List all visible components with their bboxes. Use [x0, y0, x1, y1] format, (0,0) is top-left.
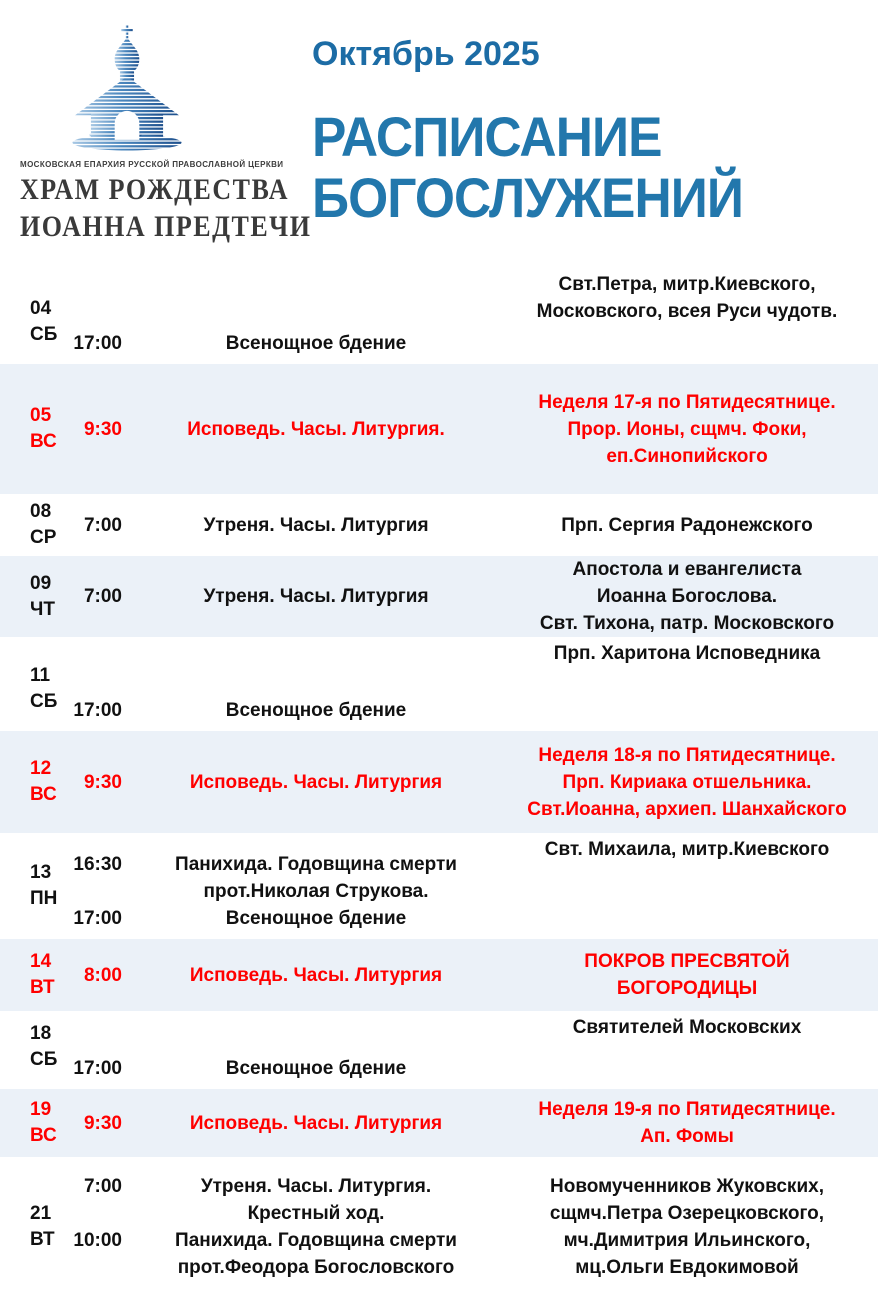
feast-line: мч.Димитрия Ильинского,: [563, 1230, 811, 1251]
service-name: [122, 905, 510, 932]
feast-cell: [510, 389, 864, 470]
service-name: [122, 769, 510, 796]
services-cell: [68, 1055, 510, 1089]
schedule-row-19: [0, 1089, 878, 1157]
service-line: Всенощное бдение: [225, 1058, 407, 1079]
service-line: Утреня. Часы. Литургия: [203, 514, 429, 536]
day-cell: [30, 296, 68, 364]
day-cell: [30, 949, 68, 1001]
feast-line: Московского, всея Руси чудотв.: [536, 301, 838, 322]
day-number: 11: [30, 665, 51, 686]
day-cell: [30, 756, 68, 808]
service-time: 17:00: [73, 1058, 122, 1079]
schedule-row-14: [0, 939, 878, 1011]
service-time: 17:00: [73, 908, 122, 929]
service-name: [122, 512, 510, 539]
service-line: Утреня. Часы. Литургия: [203, 586, 429, 607]
service-name: [122, 1227, 510, 1281]
schedule-row-11: [0, 637, 878, 731]
day-number: 12: [30, 758, 52, 779]
month-title: Октябрь 2025: [312, 35, 540, 73]
day-number: 21: [30, 1203, 52, 1224]
service-line: Утреня. Часы. Литургия.: [200, 1176, 432, 1197]
church-name-line2: ИОАННА ПРЕДТЕЧИ: [20, 210, 312, 243]
service-entry: [68, 416, 510, 443]
day-cell: [30, 663, 68, 731]
feast-line: БОГОРОДИЦЫ: [616, 978, 758, 999]
service-name: [122, 1055, 510, 1082]
feast-line: Новомученников Жуковских,: [550, 1176, 824, 1197]
church-icon: [61, 22, 193, 154]
feast-line: мц.Ольги Евдокимовой: [575, 1257, 799, 1278]
church-name: [20, 171, 312, 245]
schedule-row-09: [0, 556, 878, 637]
service-entry: [68, 962, 510, 989]
services-cell: [68, 583, 510, 610]
service-name: [122, 962, 510, 989]
weekday-label: ВТ: [30, 977, 55, 998]
schedule-table: [0, 268, 878, 1297]
weekday-label: ВС: [30, 1125, 57, 1146]
day-number: 13: [30, 862, 52, 883]
feast-line: Свт.Петра, митр.Киевского,: [558, 274, 816, 295]
feast-line: Свт.Иоанна, архиеп. Шанхайского: [527, 798, 847, 820]
day-number: 14: [30, 951, 52, 972]
weekday-label: ВТ: [30, 1229, 55, 1250]
weekday-label: СБ: [30, 691, 58, 712]
service-name: [122, 1173, 510, 1227]
service-entry: [68, 1110, 510, 1137]
feast-line: Святителей Московских: [572, 1017, 802, 1038]
weekday-label: СР: [30, 527, 57, 548]
feast-line: Неделя 17-я по Пятидесятнице.: [538, 391, 836, 413]
feast-cell: [510, 268, 864, 325]
weekday-label: ЧТ: [30, 598, 55, 620]
schedule-row-08: [0, 494, 878, 556]
service-name: [122, 583, 510, 610]
day-cell: [30, 499, 68, 551]
service-time: 9:30: [83, 1112, 122, 1134]
schedule-row-13: [0, 833, 878, 939]
service-line: Всенощное бдение: [225, 700, 407, 721]
service-entry: [68, 905, 510, 932]
feast-cell: [510, 512, 864, 539]
day-cell: [30, 403, 68, 455]
day-number: 09: [30, 572, 52, 594]
service-line: Всенощное бдение: [225, 908, 407, 929]
feast-line: Прп. Харитона Исповедника: [553, 643, 821, 664]
service-name: [122, 416, 510, 443]
day-cell: [30, 1097, 68, 1149]
services-cell: [68, 769, 510, 796]
services-cell: [68, 330, 510, 364]
feast-cell: [510, 1096, 864, 1150]
service-name: [122, 1110, 510, 1137]
church-name-line1: ХРАМ РОЖДЕСТВА: [20, 173, 289, 206]
feast-line: Иоанна Богослова.: [596, 586, 778, 607]
service-line: Всенощное бдение: [225, 333, 407, 354]
feast-line: еп.Синопийского: [606, 445, 768, 467]
schedule-row-12: [0, 731, 878, 833]
service-entry: [68, 1173, 510, 1227]
feast-cell: [510, 742, 864, 823]
church-logo: [20, 22, 312, 243]
page-title: [312, 106, 743, 228]
service-line: прот.Феодора Богословского: [177, 1257, 455, 1278]
feast-line: Свт. Тихона, патр. Московского: [539, 613, 835, 634]
service-time: 9:30: [83, 771, 122, 793]
service-entry: [68, 512, 510, 539]
feast-cell: [510, 1011, 864, 1041]
feast-cell: [510, 948, 864, 1002]
service-entry: [68, 583, 510, 610]
feast-cell: [510, 637, 864, 667]
service-time: 17:00: [73, 333, 122, 354]
services-cell: [68, 697, 510, 731]
feast-line: сщмч.Петра Озерецковского,: [549, 1203, 825, 1224]
feast-line: Прп. Кириака отшельника.: [562, 771, 812, 793]
schedule-row-04: [0, 268, 878, 364]
service-time: 10:00: [73, 1230, 122, 1251]
services-cell: [68, 962, 510, 989]
service-entry: [68, 697, 510, 724]
page-header: [312, 34, 780, 228]
eparchy-line: МОСКОВСКАЯ ЕПАРХИЯ РУССКОЙ ПРАВОСЛАВНОЙ ЦЕРКВИ: [20, 160, 284, 169]
schedule-row-18: [0, 1011, 878, 1089]
feast-cell: [510, 833, 864, 863]
feast-line: Неделя 18-я по Пятидесятнице.: [538, 744, 836, 766]
service-time: 9:30: [83, 418, 122, 440]
page-title-line2: БОГОСЛУЖЕНИЙ: [312, 166, 743, 229]
service-time: 7:00: [83, 586, 122, 607]
day-number: 18: [30, 1023, 52, 1044]
service-line: Панихида. Годовщина смерти: [175, 1230, 457, 1251]
day-cell: [30, 571, 68, 623]
day-cell: [30, 1201, 68, 1253]
service-entry: [68, 1227, 510, 1281]
feast-line: Прор. Ионы, сщмч. Фоки,: [567, 418, 807, 440]
day-number: 19: [30, 1099, 52, 1120]
service-line: Исповедь. Часы. Литургия: [189, 1112, 443, 1134]
weekday-label: ПН: [30, 888, 58, 909]
service-line: Исповедь. Часы. Литургия.: [187, 418, 445, 440]
services-cell: [68, 1110, 510, 1137]
feast-line: Апостола и евангелиста: [572, 559, 802, 580]
service-time: 17:00: [73, 700, 122, 721]
service-entry: [68, 1055, 510, 1082]
service-time: 16:30: [73, 854, 122, 875]
service-line: Исповедь. Часы. Литургия: [189, 964, 443, 986]
feast-cell: [510, 1173, 864, 1281]
schedule-row-21: [0, 1157, 878, 1297]
feast-line: Ап. Фомы: [640, 1126, 734, 1147]
service-entry: [68, 851, 510, 905]
service-name: [122, 330, 510, 357]
weekday-label: ВС: [30, 784, 57, 805]
service-time: 7:00: [83, 514, 122, 536]
service-line: Исповедь. Часы. Литургия: [189, 771, 443, 793]
service-name: [122, 851, 510, 905]
service-time: 8:00: [83, 964, 122, 986]
services-cell: [68, 1173, 510, 1281]
day-cell: [30, 1021, 68, 1089]
weekday-label: СБ: [30, 1049, 58, 1070]
weekday-label: СБ: [30, 324, 58, 345]
service-entry: [68, 769, 510, 796]
feast-cell: [510, 556, 864, 637]
services-cell: [68, 851, 510, 939]
service-entry: [68, 330, 510, 357]
weekday-label: ВС: [30, 431, 57, 452]
feast-line: Свт. Михаила, митр.Киевского: [544, 839, 830, 860]
day-cell: [30, 860, 68, 912]
service-line: Панихида. Годовщина смерти: [175, 854, 457, 875]
services-cell: [68, 512, 510, 539]
day-number: 08: [30, 501, 52, 522]
services-cell: [68, 416, 510, 443]
schedule-row-05: [0, 364, 878, 494]
service-name: [122, 697, 510, 724]
service-line: прот.Николая Струкова.: [203, 881, 429, 902]
feast-line: Неделя 19-я по Пятидесятнице.: [538, 1099, 836, 1120]
day-number: 04: [30, 298, 52, 319]
feast-line: ПОКРОВ ПРЕСВЯТОЙ: [584, 951, 790, 972]
day-number: 05: [30, 405, 52, 426]
page-title-line1: РАСПИСАНИЕ: [312, 105, 662, 168]
service-time: 7:00: [83, 1176, 122, 1197]
feast-line: Прп. Сергия Радонежского: [561, 514, 813, 536]
service-line: Крестный ход.: [247, 1203, 385, 1224]
